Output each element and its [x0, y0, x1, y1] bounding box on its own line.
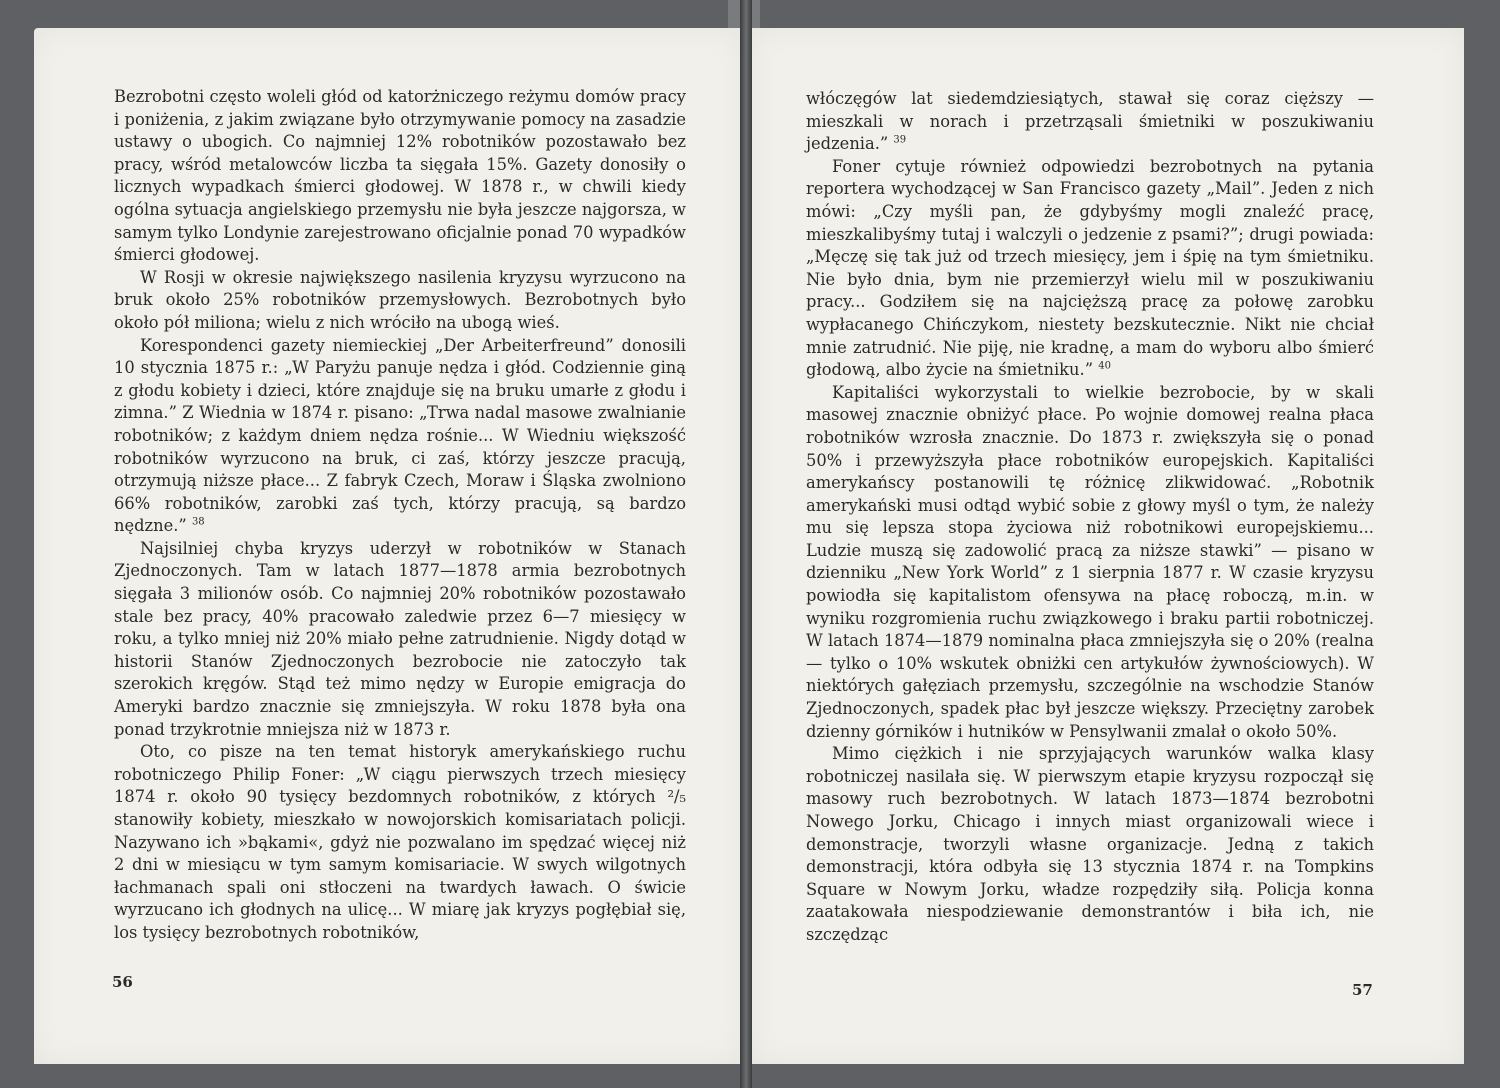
footnote-ref: 39 — [893, 134, 907, 146]
paragraph: Najsilniej chyba kryzys uderzył w robotników w Stanach Zjednoczonych. Tam w latach 1877—1878 armia bezrobotnych sięgała 3 milionów osób. Co najmniej 20% robotników pozostawało stale bez pracy, 40% pracowało zaledwie przez 6—7 miesięcy w roku, a tylko mniej niż 20% miało pełne zatrudnienie. Nigdy dotąd w historii Stanów Zjednoczonych bezrobocie nie zatoczyło tak szerokich kręgów. Stąd też mimo nędzy w Europie emigracja do Ameryki bardzo znacznie się zmniejszyła. W roku 1878 była ona ponad trzykrotnie mniejsza niż w 1873 r. — [114, 538, 686, 739]
page-number: 56 — [112, 973, 133, 991]
paragraph: Kapitaliści wykorzystali to wielkie bezrobocie, by w skali masowej znacznie obniżyć płace. Po wojnie domowej realna płaca robotników wzrosła znacznie. Do 1873 r. zwiększyła się o ponad 50% i przewyższyła płace robotników europejskich. Kapitaliści amerykańscy postanowili tę różnicę zlikwidować. „Robotnik amerykański musi odtąd wybić sobie z głowy myśl o tym, że należy mu się lepsza stopa życiowa niż robotnikowi europejskiemu... Ludzie muszą się zadowolić pracą za niższe stawki” — pisano w dzienniku „New York World” z 1 sierpnia 1877 r. W czasie kryzysu powiodła się kapitalistom ofensywa na płacę roboczą, m.in. w wyniku rozgromienia ruchu związkowego i braku partii robotniczej. W latach 1874—1879 nominalna płaca zmniejszyła się o 20% (realna — tylko o 10% wskutek obniżki cen artykułów żywnościowych). W niektórych gałęziach przemysłu, szczególnie na wschodzie Stanów Zjednoczonych, spadek płac był jeszcze większy. Przeciętny zarobek dzienny górników i hutników w Pensylwanii zmalał o około 50%. — [806, 382, 1374, 741]
footnote-ref: 38 — [191, 516, 205, 528]
footnote-ref: 40 — [1098, 360, 1111, 372]
page-number: 57 — [1352, 981, 1373, 999]
paragraph: Foner cytuje również odpowiedzi bezrobotnych na pytania reportera wychodzącej w San Francisco gazety „Mail”. Jeden z nich mówi: „Czy myśli pan, że gdybyśmy mogli znaleźć pracę, mieszkalibyśmy tutaj i walczyli o jedzenie z psami?”; drugi powiada: „Męczę się tak już od trzech miesięcy, jem i śpię na tym śmietniku. Nie było dnia, bym nie przemierzył wielu mil w poszukiwaniu pracy... Godziłem się na najcięższą pracę za połowę zarobku wypłacanego Chińczykom, niestety bezskutecznie. Nikt nie chciał mnie zatrudnić. Nie piję, nie kradnę, a mam do wyboru albo śmierć głodową, albo życie na śmietniku.” $^{40}$ — [806, 156, 1374, 380]
paragraph: Mimo ciężkich i nie sprzyjających warunków walka klasy robotniczej nasilała się. W pierwszym etapie kryzysu rozpoczął się masowy ruch bezrobotnych. W latach 1873—1874 bezrobotni Nowego Jorku, Chicago i innych miast organizowali wiece i demonstracje, tworzyli własne organizacje. Jedną z takich demonstracji, która odbyła się 13 stycznia 1874 r. na Tompkins Square w Nowym Jorku, władze rozpędziły siłą. Policja konna zaatakowała niespodziewanie demonstrantów i biła ich, nie szczędząc — [806, 744, 1374, 944]
right-page-text — [806, 88, 1374, 947]
right-page — [752, 28, 1464, 1064]
left-page-text — [114, 86, 686, 945]
book-gutter — [740, 0, 752, 1088]
paragraph: Korespondenci gazety niemieckiej „Der Arbeiterfreund” donosili 10 stycznia 1875 r.: „W Paryżu panuje nędza i głód. Codziennie giną z głodu kobiety i dzieci, które znajduje się na bruku umarłe z głodu i zimna.” Z Wiednia w 1874 r. pisano: „Trwa nadal masowe zwalnianie robotników; z każdym dniem nędza rośnie... W Wiedniu większość robotników wyrzucono na bruk, ci zaś, którzy jeszcze pracują, otrzymują niższe płace... Z fabryk Czech, Moraw i Śląska zwolniono 66% robotników, zarobki zaś tych, którzy pracują, są bardzo nędzne.” $^{38}$ — [114, 335, 686, 536]
paragraph: Oto, co pisze na ten temat historyk amerykańskiego ruchu robotniczego Philip Foner: „W ciągu pierwszych trzech miesięcy 1874 r. około 90 tysięcy bezdomnych robotników, z których ²/₅ stanowiły kobiety, mieszkało w nowojorskich komisariatach policji. Nazywano ich »bąkami«, gdyż nie pozwalano im spędzać więcej niż 2 dni w miesiącu w tym samym komisariacie. W swych wilgotnych łachmanach spali oni stłoczeni na twardych ławach. O świcie wyrzucano ich głodnych na ulicę... W miarę jak kryzys pogłębiał się, los tysięcy bezrobotnych robotników, — [114, 742, 686, 942]
left-page — [34, 28, 742, 1064]
paragraph: W Rosji w okresie największego nasilenia kryzysu wyrzucono na bruk około 25% robotników przemysłowych. Bezrobotnych było około pół miliona; wielu z nich wróciło na ubogą wieś. — [114, 267, 686, 332]
paragraph: Bezrobotni często woleli głód od katorżniczego reżymu domów pracy i poniżenia, z jakim związane było otrzymywanie pomocy na zasadzie ustawy o ubogich. Co najmniej 12% robotników pozostawało bez pracy, wśród metalowców liczba ta sięgała 15%. Gazety donosiły o licznych wypadkach śmierci głodowej. W 1878 r., w chwili kiedy ogólna sytuacja angielskiego przemysłu nie była jeszcze najgorsza, w samym tylko Londynie zarejestrowano oficjalnie ponad 70 wypadków śmierci głodowej. — [114, 87, 686, 265]
paragraph: włóczęgów lat siedemdziesiątych, stawał się coraz cięższy — mieszkali w norach i przetrząsali śmietniki w poszukiwaniu jedzenia.” $^{39}$ — [806, 89, 1374, 154]
